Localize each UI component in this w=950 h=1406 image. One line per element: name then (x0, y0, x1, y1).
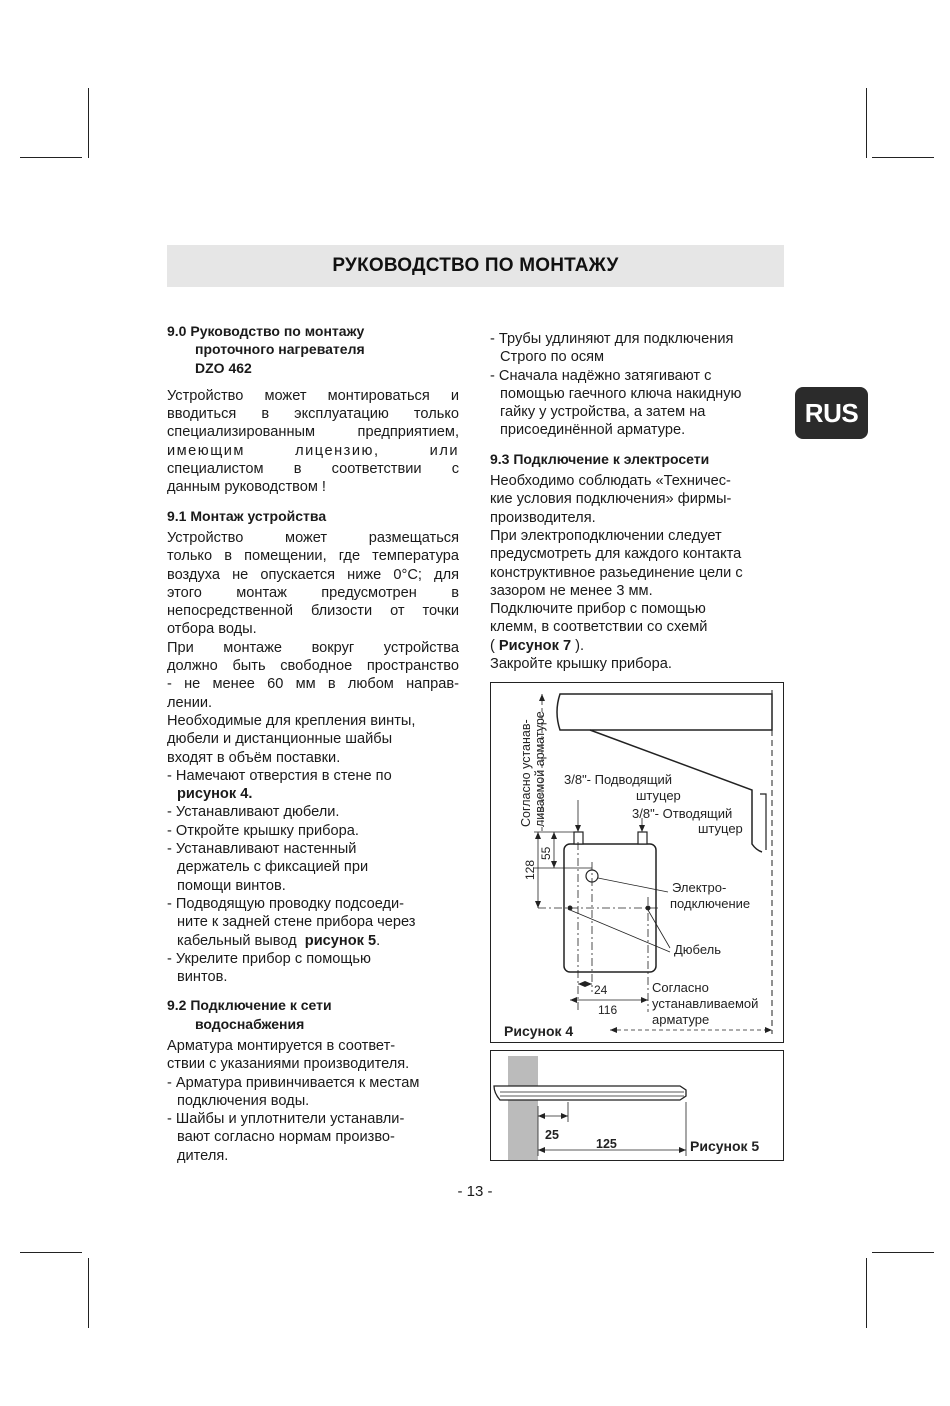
paragraph-line: специалистом в соответствии с (167, 461, 459, 478)
list-item: - Устанавливают настенный держатель с фиксацией при помощи винтов. (167, 841, 369, 894)
right-column (490, 330, 790, 673)
list-item: - Шайбы и уплотнители устанавли- вают согласно нормам произво- дителя. (167, 1111, 405, 1164)
fitting-label: Согласно (652, 980, 709, 995)
dimension-label: 25 (545, 1128, 559, 1142)
paragraph-line: только в помещении, где температура (167, 548, 459, 565)
figure-4-label: Рисунок 4 (504, 1023, 574, 1039)
dimension-label: 24 (594, 983, 608, 997)
crop-mark (88, 88, 89, 158)
figure-5-diagram (490, 1050, 785, 1162)
fitting-label: арматуре (652, 1012, 710, 1027)
paragraph-line: специализированным предприятием, (167, 424, 459, 441)
dimension-label: 55 (539, 846, 553, 860)
crop-mark (866, 1258, 867, 1328)
electro-label: Электро- (672, 880, 727, 895)
paragraph-line: Закройте крышку прибора. (490, 656, 672, 673)
paragraph-line: отбора воды. (167, 621, 257, 638)
crop-mark (88, 1258, 89, 1328)
paragraph-line: имеющим лицензию, или (167, 442, 459, 459)
list-item: - Откройте крышку прибора. (167, 822, 359, 839)
paragraph-line: этого монтаж предусмотрен в (167, 584, 459, 601)
paragraph-line: предусмотреть для каждого контакта (490, 546, 742, 563)
paragraph-line: воздуха не опускается ниже 0°С; для (167, 566, 459, 583)
paragraph-line: вводиться в эксплуатацию только (167, 406, 459, 423)
left-column (167, 322, 459, 1165)
paragraph-line: непосредственной близости от точки (167, 603, 459, 620)
electro-label: подключение (670, 896, 751, 911)
section-heading-9-1: 9.1 Монтаж устройства (167, 507, 327, 524)
crop-mark (20, 1252, 82, 1253)
figure-4-vertical-label: Согласно устанав-ливаемой арматуре (519, 711, 547, 827)
paragraph-line: данным руководством ! (167, 479, 326, 496)
paragraph-line: При электроподключении следует (490, 527, 722, 544)
crop-mark (866, 88, 867, 158)
list-item: - Арматура привинчивается к местам подключения воды. (167, 1074, 420, 1109)
list-item: - Подводящую проводку подсоеди- ните к задней стене прибора через кабельный вывод рисунок 5. (167, 895, 416, 949)
dowel-label: Дюбель (674, 942, 722, 957)
paragraph-line: кие условия подключения» фирмы- (490, 491, 732, 508)
section-heading-9-0: 9.0 Руководство по монтажу проточного нагревателя DZO 462 (167, 323, 365, 376)
paragraph-line: Устройство может размещаться (167, 529, 459, 546)
dimension-label: 128 (523, 859, 537, 880)
paragraph-line: ( Рисунок 7 ). (490, 637, 585, 654)
language-badge: RUS (795, 387, 868, 439)
paragraph-line: При монтаже вокруг устройства (167, 639, 459, 656)
list-item: - Трубы удлиняют для подключения Строго по осям (490, 331, 734, 366)
dimension-label: 125 (596, 1137, 617, 1151)
crop-mark (872, 1252, 934, 1253)
paragraph-line: - не менее 60 мм в любом направ- (167, 676, 459, 693)
outlet-label: 3/8"- Отводящий (632, 806, 733, 821)
paragraph-line: Необходимо соблюдать «Техничес- (490, 473, 731, 490)
list-item: - Укрелите прибор с помощью винтов. (167, 950, 371, 986)
paragraph-line: должно быть свободное пространство (167, 658, 459, 675)
inlet-label: 3/8"- Подводящий (564, 772, 673, 787)
fitting-label: устанавливаемой (652, 996, 759, 1011)
paragraph-line: Арматура монтируется в соответ- (167, 1037, 396, 1054)
crop-mark (20, 157, 82, 158)
paragraph-line: Устройство может монтироваться и (167, 387, 459, 404)
paragraph-line: Подключите прибор с помощью (490, 601, 706, 618)
figure-4-diagram (490, 682, 785, 1044)
section-heading-9-2: 9.2 Подключение к сети водоснабжения (167, 997, 332, 1032)
outlet-label: штуцер (698, 821, 743, 836)
page-number: - 13 - (457, 1183, 493, 1200)
paragraph-line: зазором не менее 3 мм. (490, 582, 653, 599)
figure-reference: рисунок 5 (304, 932, 377, 949)
page-title: РУКОВОДСТВО ПО МОНТАЖУ (332, 255, 619, 276)
figure-5-label: Рисунок 5 (690, 1138, 760, 1154)
paragraph-line: Необходимые для крепления винты, (167, 712, 416, 729)
list-item: - Сначала надёжно затягивают с помощью гаечного ключа накидную гайку у устройства, а затем на присоединённой арматуре. (490, 367, 742, 439)
paragraph-line: лении. (167, 694, 213, 711)
list-item: - Устанавливают дюбели. (167, 804, 340, 821)
paragraph-line: конструктивное разьединение цели с (490, 564, 743, 581)
list-item: - Намечают отверстия в стене по рисунок 4. (167, 767, 392, 803)
crop-mark (872, 157, 934, 158)
inlet-label: штуцер (636, 788, 681, 803)
paragraph-line: производителя. (490, 509, 596, 526)
paragraph-line: ствии с указаниями производителя. (167, 1056, 410, 1073)
figure-reference: Рисунок 7 (498, 637, 572, 654)
dimension-label: 116 (598, 1003, 618, 1017)
section-heading-9-3: 9.3 Подключение к электросети (490, 450, 710, 467)
paragraph-line: входят в объём поставки. (167, 749, 341, 766)
paragraph-line: дюбели и дистанционные шайбы (167, 731, 393, 748)
paragraph-line: клемм, в соответствии со схемй (490, 619, 708, 636)
